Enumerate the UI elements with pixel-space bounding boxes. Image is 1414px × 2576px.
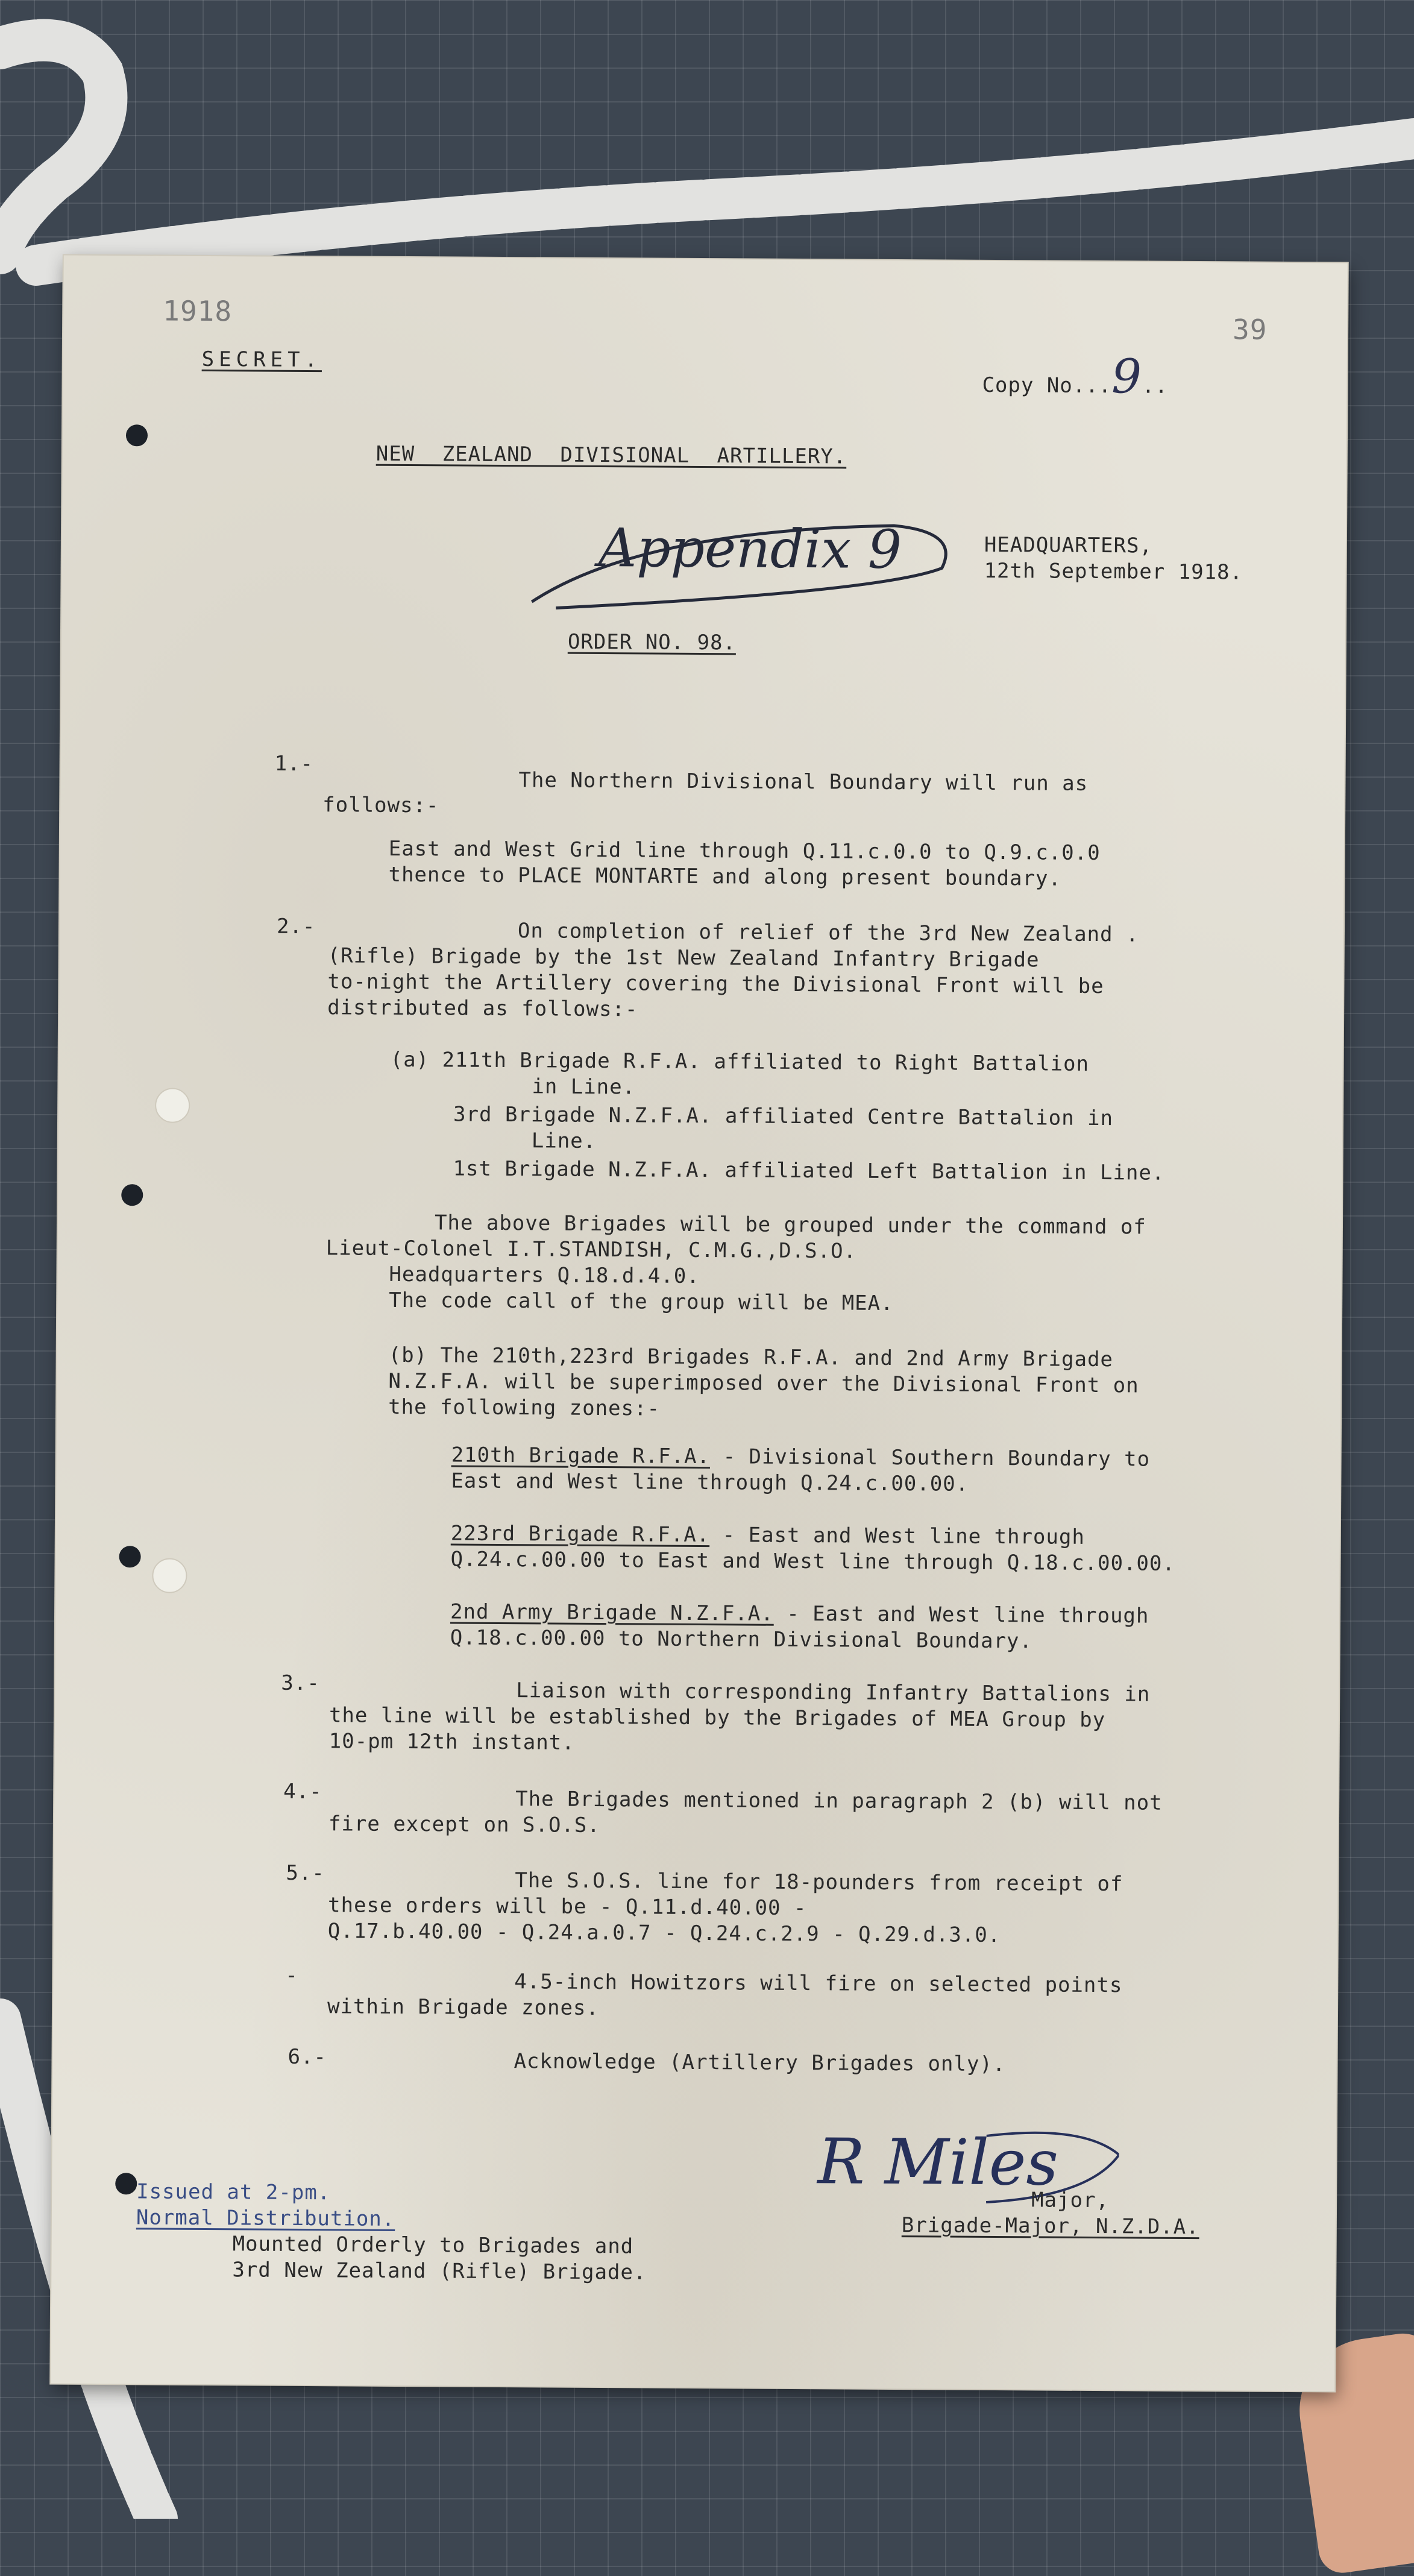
punch-hole-reinforced [155,1088,190,1123]
punch-hole [126,424,148,446]
zone-210-line [451,1442,1151,1472]
para-3-text: Liaison with corresponding Infantry Battalions in [516,1678,1151,1707]
unit-title: NEW ZEALAND DIVISIONAL ARTILLERY. [375,441,847,469]
zone-unit: 2nd Army Brigade N.Z.F.A. [450,1599,774,1626]
para-4-number: 4.- [283,1779,322,1804]
year-pencil-note: 1918 [163,294,233,328]
para-3-text: the line will be established by the Brigades of MEA Group by [328,1703,1106,1733]
para-5b-text: within Brigade zones. [327,1994,600,2021]
para-3-text: 10-pm 12th instant. [328,1729,575,1755]
para-2b-text: (b) The 210th,223rd Brigades R.F.A. and 2nd Army Brigade [388,1343,1114,1372]
para-2-group-text: Headquarters Q.18.d.4.0. [389,1262,700,1289]
classification: SECRET. [201,347,322,373]
para-4-text: The Brigades mentioned in paragraph 2 (b) will not [515,1787,1163,1815]
para-1-text: follows:- [322,793,439,818]
punch-hole [121,1184,143,1206]
para-5-text: these orders will be - Q.11.d.40.00 - [327,1893,807,1921]
hq-line-1: HEADQUARTERS, [984,532,1153,558]
para-2-text: On completion of relief of the 3rd New Zealand . [517,919,1139,947]
zone-text: - Divisional Southern Boundary to [709,1444,1151,1472]
distribution-line: Mounted Orderly to Brigades and [232,2232,634,2259]
signature-rank: Major, [1031,2188,1110,2213]
copy-number: 9 [1111,350,1143,405]
para-2-group-text: Lieut-Colonel I.T.STANDISH, C.M.G.,D.S.O. [325,1236,857,1264]
para-1-text: East and West Grid line through Q.11.c.0.0 to Q.9.c.0.0 [388,836,1101,866]
signature-title: Brigade-Major, N.Z.D.A. [901,2213,1199,2240]
para-5-text: Q.17.b.40.00 - Q.24.a.0.7 - Q.24.c.2.9 - Q.29.d.3.0. [327,1919,1001,1948]
appendix-annotation [520,487,978,623]
para-2a-text: (a) 211th Brigade R.F.A. affiliated to Right Battalion [390,1047,1090,1076]
para-2b-text: N.Z.F.A. will be superimposed over the Divisional Front on [388,1368,1139,1398]
signature-text: R Miles [817,2124,1059,2200]
page-number: 39 [1232,313,1268,346]
para-2-text: to-night the Artillery covering the Divisional Front will be [327,969,1104,999]
copy-number-line [982,350,1168,405]
para-2-text: distributed as follows:- [327,995,638,1022]
issued-time: Issued at 2-pm. [136,2179,331,2205]
para-6-text: Acknowledge (Artillery Brigades only). [514,2049,1006,2077]
para-6-number: 6.- [288,2044,327,2070]
hq-line-2: 12th September 1918. [984,558,1243,585]
para-1-text: The Northern Divisional Boundary will run as [518,768,1089,796]
para-2-group-text: The above Brigades will be grouped under the command of [434,1211,1146,1239]
para-2a-text: 3rd Brigade N.Z.F.A. affiliated Centre Battalion in [453,1102,1114,1131]
distribution-heading: Normal Distribution. [136,2205,395,2231]
zone-210-line-2: East and West line through Q.24.c.00.00. [451,1469,969,1496]
para-4-text: fire except on S.O.S. [328,1812,600,1838]
zone-text: - East and West line through [773,1601,1149,1628]
para-5-number: 5.- [286,1860,325,1886]
order-title: ORDER NO. 98. [567,629,737,655]
para-2b-text: the following zones:- [388,1394,661,1421]
zone-army-line [450,1599,1149,1629]
punch-hole [119,1546,141,1567]
para-2-group-text: The code call of the group will be MEA. [389,1288,894,1315]
zone-text: - East and West line through [709,1523,1085,1549]
para-2a-text: Line. [531,1129,597,1153]
order-document [51,256,1348,2392]
copy-label: Copy No... [982,373,1112,398]
zone-223-line [451,1520,1085,1550]
punch-hole-reinforced [152,1558,187,1593]
zone-223-line-2: Q.24.c.00.00 to East and West line through Q.18.c.00.00. [450,1547,1176,1576]
para-2-number: 2.- [276,914,316,939]
para-2a-text: 1st Brigade N.Z.F.A. affiliated Left Battalion in Line. [453,1156,1165,1185]
para-5-text: The S.O.S. line for 18-pounders from receipt of [515,1868,1123,1897]
distribution-line: 3rd New Zealand (Rifle) Brigade. [232,2258,647,2285]
para-2a-text: in Line. [532,1074,636,1100]
para-5b-number: - [285,1963,298,1988]
para-3-number: 3.- [281,1671,320,1696]
zone-unit: 210th Brigade R.F.A. [451,1443,711,1469]
zone-army-line-2: Q.18.c.00.00 to Northern Divisional Boundary. [450,1625,1033,1654]
copy-trail: .. [1142,374,1168,398]
punch-hole [115,2173,137,2194]
para-1-text: thence to PLACE MONTARTE and along present boundary. [388,862,1062,891]
para-5b-text: 4.5-inch Howitzors will fire on selected points [514,1970,1123,1998]
para-1-number: 1.- [274,751,314,776]
zone-unit: 223rd Brigade R.F.A. [450,1521,710,1548]
appendix-text: Appendix 9 [598,516,902,581]
para-2-text: (Rifle) Brigade by the 1st New Zealand Infantry Brigade [327,943,1040,972]
